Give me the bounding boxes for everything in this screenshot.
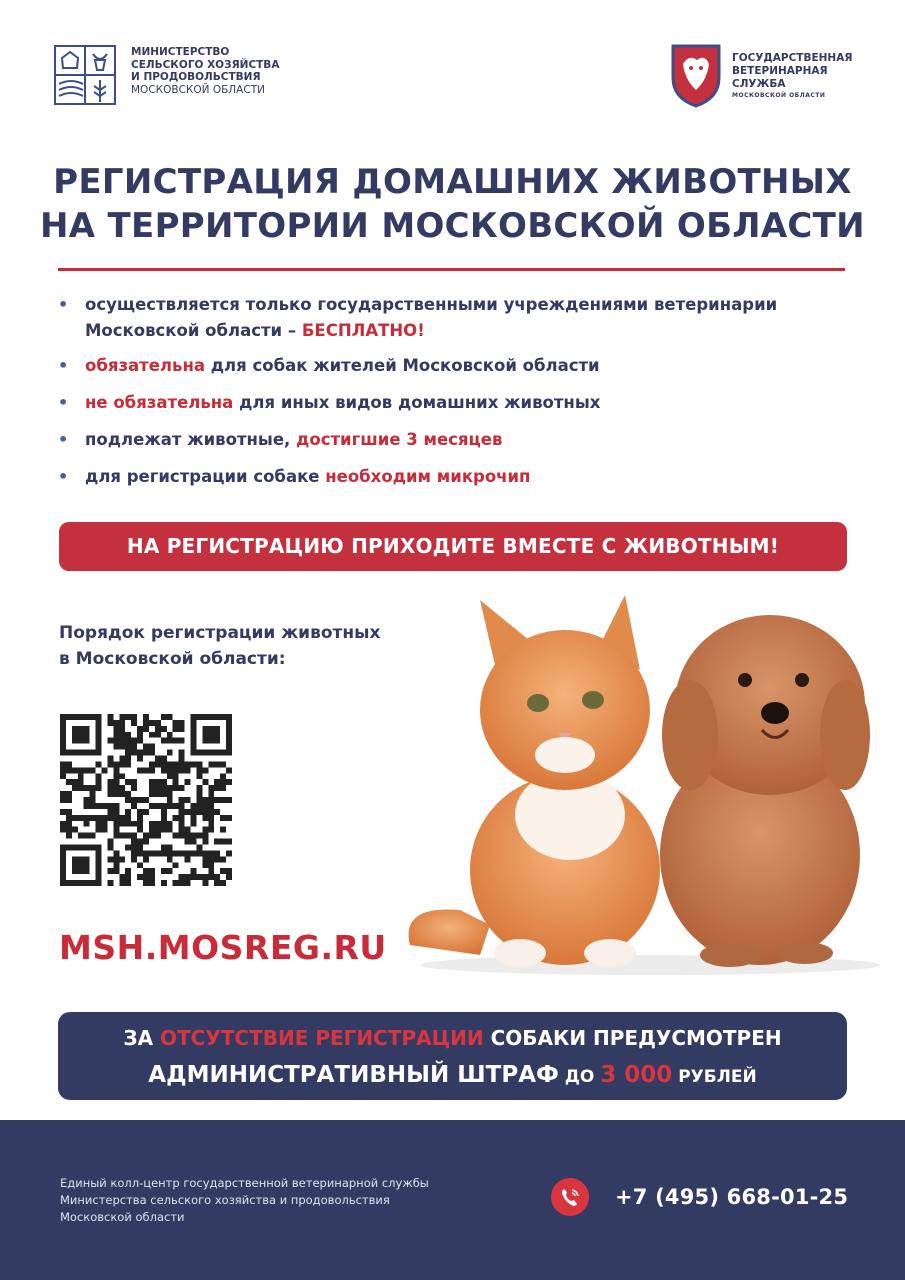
footer-line: Московской области: [60, 1210, 185, 1224]
list-item: [58, 292, 858, 344]
list-item: [58, 353, 858, 379]
fine-text: ДО: [558, 1067, 601, 1087]
procedure-line-2: в Московской области:: [59, 649, 286, 669]
bullet-highlight: необходим микрочип: [325, 467, 531, 486]
fine-highlight: ОТСУТСТВИЕ РЕГИСТРАЦИИ: [160, 1026, 484, 1050]
title-divider: [58, 268, 845, 271]
title-line-2: НА ТЕРРИТОРИИ МОСКОВСКОЙ ОБЛАСТИ: [40, 206, 865, 246]
ministry-name: [131, 46, 279, 96]
vet-line: СЛУЖБА: [732, 78, 786, 90]
ministry-line: МИНИСТЕРСТВО: [131, 46, 230, 58]
fine-amount: 3 000: [600, 1062, 673, 1088]
vet-service-name: [732, 52, 852, 101]
phone-icon: [551, 1178, 589, 1216]
ministry-logo: [53, 44, 117, 106]
bullet-highlight: БЕСПЛАТНО!: [301, 321, 425, 340]
list-item: [58, 427, 858, 453]
call-center-info: [60, 1175, 429, 1226]
footer-line: Единый колл-центр государственной ветеринарной службы: [60, 1176, 429, 1190]
ministry-line: СЕЛЬСКОГО ХОЗЯЙСТВА: [131, 58, 280, 71]
bring-animal-banner: НА РЕГИСТРАЦИЮ ПРИХОДИТЕ ВМЕСТЕ С ЖИВОТНЫМ!: [59, 522, 847, 571]
bullet-icon: •: [58, 356, 69, 375]
title-line-1: РЕГИСТРАЦИЯ ДОМАШНИХ ЖИВОТНЫХ: [53, 162, 852, 202]
vet-line: ГОСУДАРСТВЕННАЯ: [732, 52, 853, 64]
bullet-highlight: достигшие 3 месяцев: [296, 430, 503, 449]
procedure-heading: [59, 620, 439, 672]
bullet-icon: •: [58, 295, 69, 314]
kitten: [409, 595, 660, 967]
footer-line: Министерства сельского хозяйства и продовольствия: [60, 1193, 390, 1207]
bullet-text: осуществляется только государственными учреждениями ветеринарии Московской области –: [85, 295, 778, 340]
page-title: [0, 160, 905, 248]
fine-text: ЗА: [123, 1026, 161, 1050]
vet-line: ВЕТЕРИНАРНАЯ: [732, 65, 828, 77]
puppy: [660, 615, 870, 967]
bullet-text: для иных видов домашних животных: [233, 393, 601, 412]
bullet-text: для регистрации собаке: [85, 467, 326, 486]
ministry-line: МОСКОВСКОЙ ОБЛАСТИ: [131, 83, 265, 96]
qr-code[interactable]: [60, 714, 232, 886]
bullet-icon: •: [58, 467, 69, 486]
website-link[interactable]: MSH.MOSREG.RU: [59, 928, 387, 967]
bullet-highlight: обязательна: [85, 356, 205, 375]
kitten-and-puppy-image: [400, 585, 880, 985]
vet-line: МОСКОВСКОЙ ОБЛАСТИ: [732, 92, 826, 99]
bullet-text: для собак жителей Московской области: [204, 356, 600, 375]
list-item: [58, 464, 858, 490]
vet-service-logo: [667, 40, 725, 108]
phone-number[interactable]: +7 (495) 668-01-25: [615, 1185, 849, 1209]
bullet-text: подлежат животные,: [85, 430, 297, 449]
fine-currency: РУБЛЕЙ: [672, 1067, 757, 1087]
fine-line-1: [58, 1024, 847, 1052]
info-list: [58, 292, 858, 501]
fine-text: АДМИНИСТРАТИВНЫЙ ШТРАФ: [148, 1062, 559, 1088]
fine-banner: [58, 1012, 847, 1100]
bullet-highlight: не обязательна: [85, 393, 234, 412]
fine-text: СОБАКИ ПРЕДУСМОТРЕН: [483, 1026, 782, 1050]
list-item: [58, 390, 858, 416]
procedure-line-1: Порядок регистрации животных: [59, 623, 381, 643]
bullet-icon: •: [58, 393, 69, 412]
fine-line-2: [58, 1060, 847, 1092]
ministry-line: И ПРОДОВОЛЬСТВИЯ: [131, 71, 261, 83]
bullet-icon: •: [58, 430, 69, 449]
